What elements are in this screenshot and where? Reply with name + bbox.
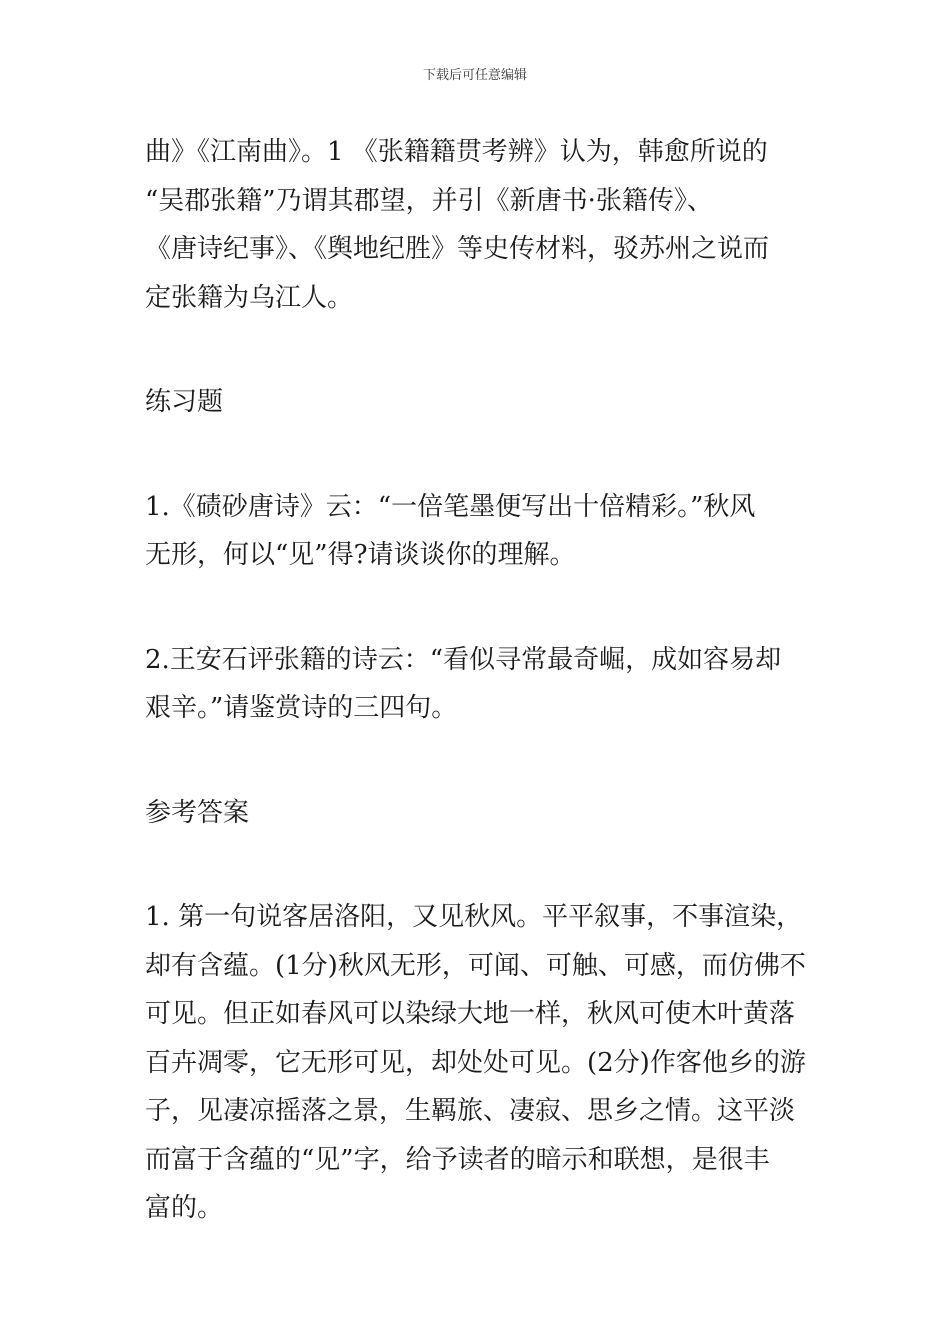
answers-heading: 参考答案	[145, 797, 250, 828]
text-line: “吴郡张籍”乃谓其郡望，并引《新唐书·张籍传》、	[145, 185, 713, 216]
text-line: 2.王安石评张籍的诗云：“看似寻常最奇崛，成如容易却	[145, 644, 782, 675]
page-header: 下载后可任意编辑	[422, 68, 527, 83]
text-line: 富的。	[145, 1193, 224, 1223]
answer-1	[145, 893, 815, 1233]
text-line: 1. 第一句说客居洛阳，又见秋风。平平叙事，不事渲染，	[145, 902, 803, 932]
text-line: 艰辛。”请鉴赏诗的三四句。	[145, 693, 458, 723]
intro-paragraph	[145, 128, 815, 322]
text-line: 《唐诗纪事》、《舆地纪胜》等史传材料，驳苏州之说而	[145, 234, 770, 264]
text-line: 子，见凄凉摇落之景，生羁旅、凄寂、思乡之情。这平淡	[145, 1096, 796, 1126]
text-line: 百卉凋零，它无形可见，却处处可见。(2分)作客他乡的游	[145, 1047, 806, 1078]
text-line: 却有含蕴。(1分)秋风无形，可闻、可触、可感，而仿佛不	[145, 950, 806, 981]
document-body	[145, 128, 815, 1233]
text-line: 无形，何以“见”得?请谈谈你的理解。	[145, 540, 576, 570]
exercises-heading: 练习题	[145, 387, 224, 417]
text-line: 而富于含蕴的“见”字，给予读者的暗示和联想，是很丰	[145, 1144, 770, 1175]
text-line: 曲》《江南曲》。1 《张籍籍贯考辨》认为，韩愈所说的	[145, 137, 768, 167]
text-line: 1.《碛砂唐诗》云：“一倍笔墨便写出十倍精彩。”秋风	[145, 491, 756, 522]
text-line: 可见。但正如春风可以染绿大地一样，秋风可使木叶黄落	[145, 999, 796, 1029]
question-1	[145, 483, 815, 580]
text-line: 定张籍为乌江人。	[145, 282, 354, 313]
question-2	[145, 636, 815, 733]
